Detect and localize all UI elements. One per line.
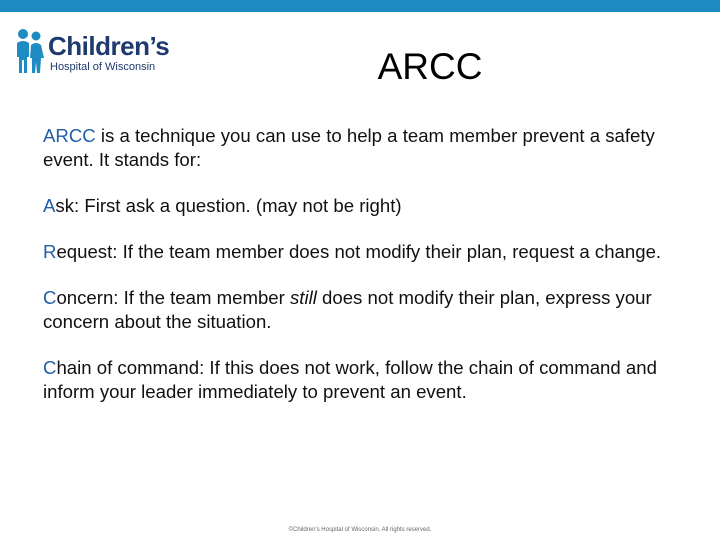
request-text: equest: If the team member does not modify their plan, request a change. (56, 241, 662, 262)
concern-text-before: oncern: If the team member (56, 287, 290, 308)
concern-letter: C (43, 287, 57, 308)
concern-item (43, 286, 683, 334)
logo-name: Children’s (48, 31, 170, 61)
intro-keyword: ARCC (43, 125, 96, 146)
childrens-hospital-logo (14, 27, 174, 77)
intro-text: is a technique you can use to help a team member prevent a safety event. It stands for: (43, 125, 655, 170)
request-letter: R (43, 241, 57, 262)
chain-text: hain of command: If this does not work, follow the chain of command and inform your leader immediately to prevent an event. (43, 357, 657, 402)
chain-of-command-item (43, 356, 683, 404)
slide-body (43, 124, 683, 426)
children-figures-icon (14, 27, 48, 75)
ask-text: sk: First ask a question. (may not be right) (55, 195, 402, 216)
concern-emphasis: still (290, 287, 317, 308)
ask-item (43, 194, 683, 218)
logo-subtitle: Hospital of Wisconsin (50, 61, 156, 73)
top-accent-bar (0, 0, 720, 12)
ask-letter: A (43, 195, 56, 216)
slide-title: ARCC (377, 46, 483, 87)
copyright-footer: ©Children’s Hospital of Wisconsin. All rights reserved. (288, 527, 432, 533)
concern-text-after: does not modify their plan, express your concern about the situation. (43, 287, 652, 332)
request-item (43, 240, 683, 264)
intro-paragraph (43, 124, 683, 172)
chain-letter: C (43, 357, 57, 378)
